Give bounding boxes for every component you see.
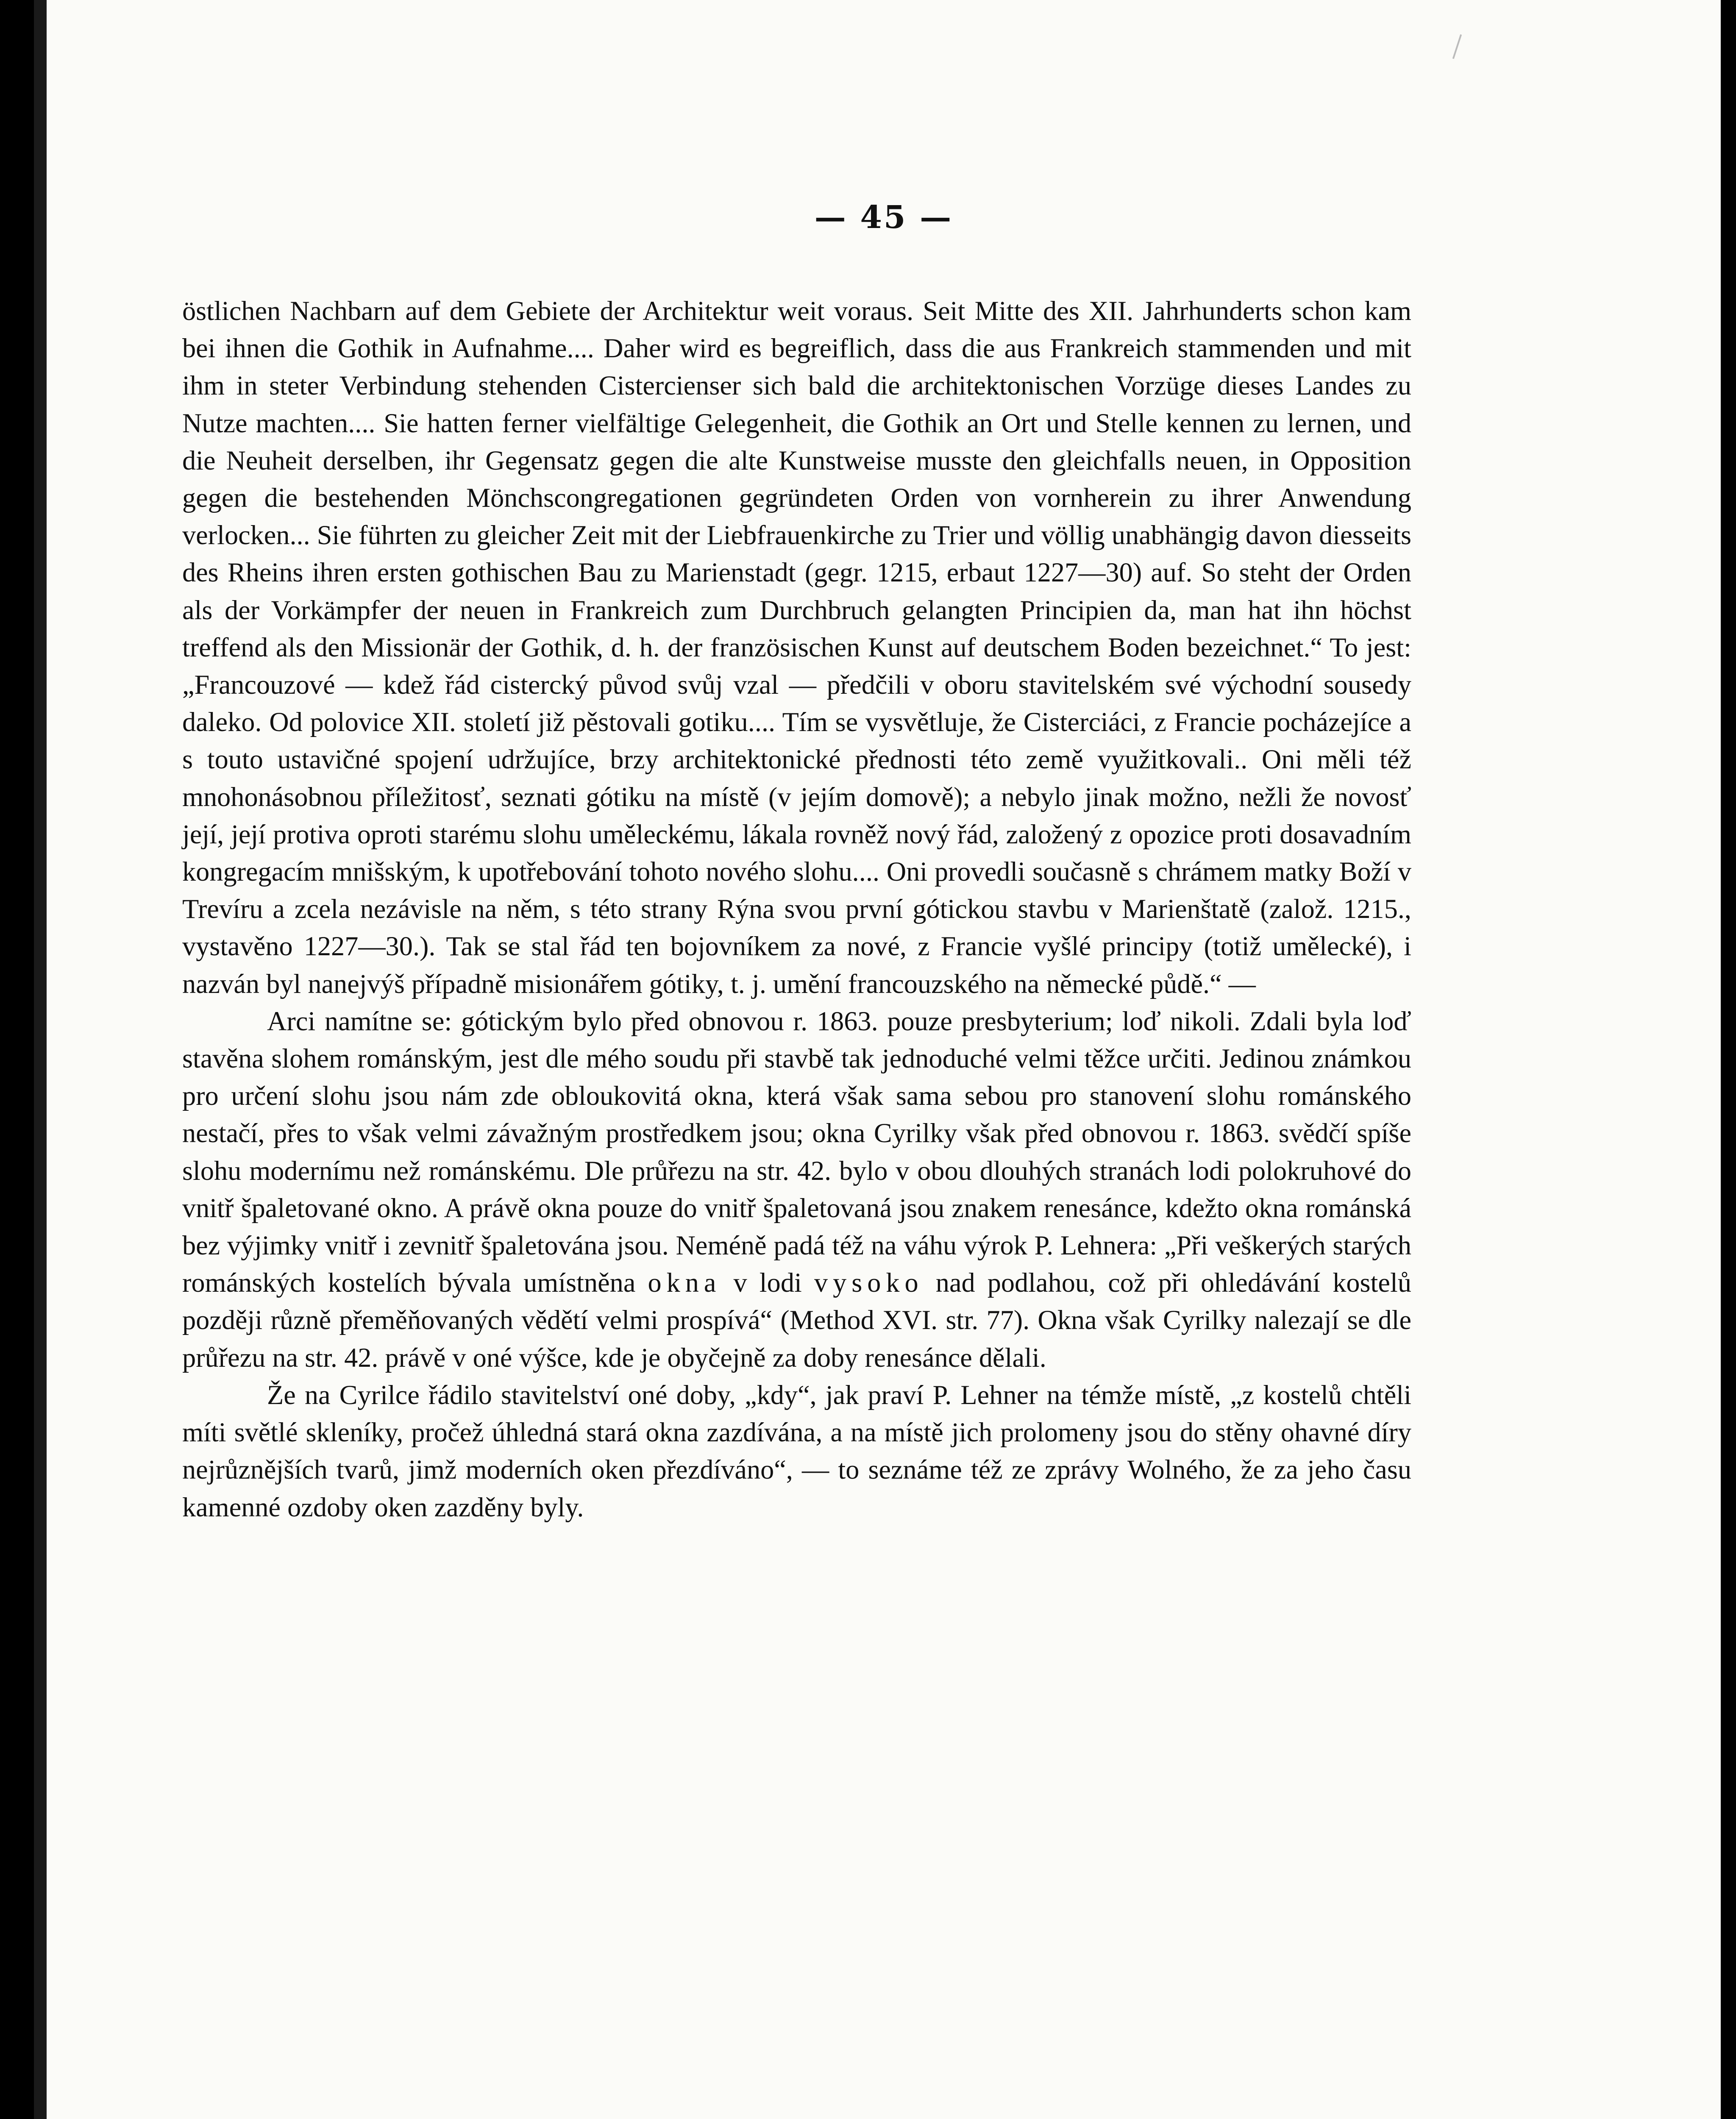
emphasis-vysoko: vysoko [814, 1268, 924, 1298]
body-text [182, 292, 1411, 1526]
paragraph-argument [182, 1003, 1411, 1377]
paper-edge-mark [1452, 34, 1462, 59]
paragraph-quotation: östlichen Nachbarn auf dem Gebiete der Architektur weit voraus. Seit Mitte des XII. Jahrhunderts schon kam bei ihnen die Gothik in Aufnahme.... Daher wird es begreiflich, dass die aus Frankreich stammenden und mit ihm in steter Verbindung stehenden Cistercienser sich bald die architektonischen Vorzüge dieses Landes zu Nutze machten.... Sie hatten ferner vielfältige Gelegenheit, die Gothik an Ort und Stelle kennen zu lernen, und die Neuheit derselben, ihr Gegensatz gegen die alte Kunstweise musste den gleichfalls neuen, in Opposition gegen die bestehenden Mönchscongregationen gegründeten Orden von vornherein zu ihrer Anwendung verlocken... Sie führten zu gleicher Zeit mit der Liebfrauenkirche zu Trier und völlig unabhängig davon diesseits des Rheins ihren ersten gothischen Bau zu Marienstadt (gegr. 1215, erbaut 1227—30) auf. So steht der Orden als der Vorkämpfer der neuen in Frankreich zum Durchbruch gelangten Principien da, man hat ihn höchst treffend als den Missionär der Gothik, d. h. der französischen Kunst auf deutschem Boden bezeichnet.“ To jest: „Francouzové — kdež řád cistercký původ svůj vzal — předčili v oboru stavitelském své východní sousedy daleko. Od polovice XII. století již pěstovali gotiku.... Tím se vysvětluje, že Cisterciáci, z Francie pocházejíce a s touto ustavičné spojení udržujíce, brzy architektonické přednosti této země využitkovali.. Oni měli též mnohonásobnou příležitosť, seznati gótiku na místě (v jejím domově); a nebylo jinak možno, nežli že novosť její, její protiva oproti starému slohu uměleckému, lákala rovněž nový řád, založený z opozice proti dosavadním kongregacím mnišským, k upotřebování tohoto nového slohu.... Oni provedli současně s chrámem matky Boží v Trevíru a zcela nezávisle na něm, s této strany Rýna svou první gótickou stavbu v Marienštatě (založ. 1215., vystavěno 1227—30.). Tak se stal řád ten bojovníkem za nové, z Francie vyšlé principy (totiž umělecké), i nazván byl nanejvýš případně misionářem gótiky, t. j. umění francouzského na německé půdě.“ — [182, 296, 1411, 999]
emphasis-okna: okna [648, 1268, 721, 1298]
paragraph-conclusion: Že na Cyrilce řádilo stavitelství oné doby, „kdy“, jak praví P. Lehner na témže místě, „z kostelů chtěli míti světlé skleníky, pročež úhledná stará okna zazdívána, a na místě jich prolomeny jsou do stěny ohavné díry nejrůznějších tvarů, jimž moderních oken přezdíváno“, — to seznáme též ze zprávy Wolného, že za jeho času kamenné ozdoby oken zazděny byly. [182, 1379, 1411, 1522]
page-number: — 45 — [814, 199, 953, 236]
paragraph-argument-text-2: v lodi [721, 1268, 814, 1298]
paragraph-argument-text-3: nad podlahou, což při ohledávání kostelů později různě přeměňovaných vědětí velmi prospívá“ (Method XVI. str. 77). Okna však Cyrilky nalezají se dle průřezu na str. 42. právě v oné výšce, kde je obyčejně za doby renesánce dělali. [182, 1268, 1411, 1373]
paragraph-argument-text-1: Arci namítne se: gótickým bylo před obnovou r. 1863. pouze presbyterium; loď nikoli. Zdali byla loď stavěna slohem románským, jest dle mého soudu při stavbě tak jednoduché velmi těžce určiti. Jedinou známkou pro určení slohu jsou nám zde obloukovitá okna, která však sama sebou pro stanovení slohu románského nestačí, přes to však velmi závažným prostředkem jsou; okna Cyrilky však před obnovou r. 1863. svědčí spíše slohu modernímu než románskému. Dle průřezu na str. 42. bylo v obou dlouhých stranách lodi polokruhové do vnitř špaletované okno. A právě okna pouze do vnitř špaletovaná jsou znakem renesánce, kdežto okna románská bez výjimky vnitř i zevnitř špaletována jsou. Neméně padá též na váhu výrok P. Lehnera: „Při veškerých starých románských kostelích bývala umístněna [182, 1006, 1411, 1298]
book-page [34, 0, 1721, 2119]
